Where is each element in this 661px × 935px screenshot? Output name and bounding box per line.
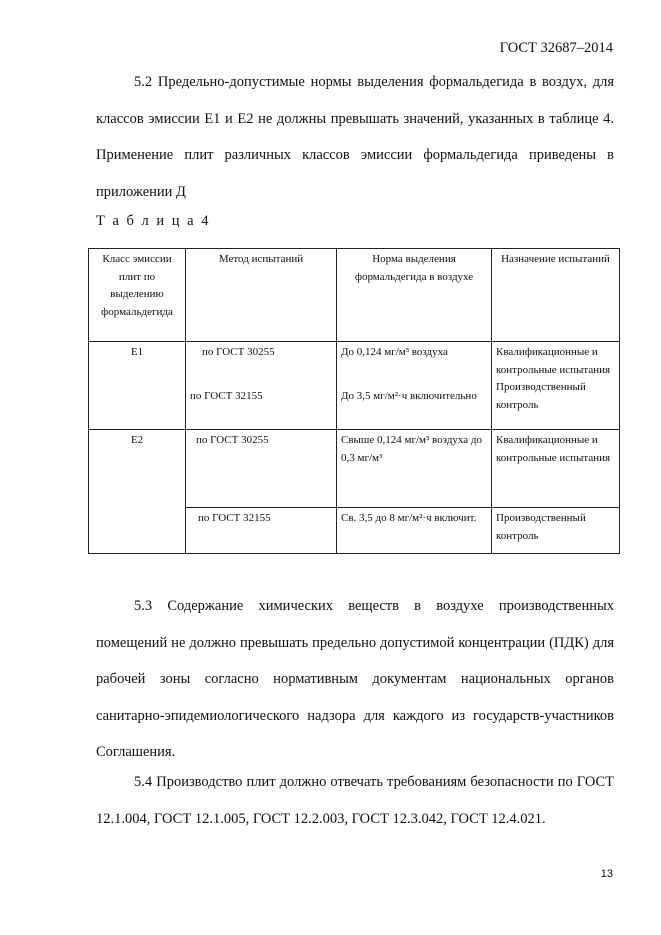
header-purpose: Назначение испытаний xyxy=(492,249,620,342)
purpose-text: Квалификационные и контрольные испытания xyxy=(496,346,611,376)
norm-cell xyxy=(337,342,492,430)
purpose-text: Квалификационные и контрольные испытания xyxy=(496,434,611,464)
norm-text: Свыше 0,124 мг/м³ воздуха до 0,3 мг/м³ xyxy=(341,434,483,464)
paragraph-5-2 xyxy=(96,64,614,210)
method-text: по ГОСТ 32155 xyxy=(190,389,263,402)
emission-norms-table xyxy=(88,248,620,554)
page-number: 13 xyxy=(600,868,613,880)
paragraph-number: 5.3 xyxy=(134,598,153,614)
paragraph-5-3 xyxy=(96,588,614,771)
norm-cell xyxy=(337,430,492,508)
purpose-text: Производственный контроль xyxy=(496,381,586,411)
purpose-cell xyxy=(492,430,620,508)
header-norm: Норма выделения формальдегида в воздухе xyxy=(337,249,492,342)
method-text: по ГОСТ 30255 xyxy=(202,346,275,358)
method-text: по ГОСТ 30255 xyxy=(196,434,269,446)
header-method: Метод испытаний xyxy=(186,249,337,342)
norm-text: Св. 3,5 до 8 мг/м²·ч включит. xyxy=(341,512,477,524)
paragraph-number: 5.2 xyxy=(134,74,153,90)
method-cell xyxy=(186,508,337,554)
norm-text: До 3,5 мг/м²·ч включительно xyxy=(341,389,477,402)
paragraph-text: Производство плит должно отвечать требованиям безопасности по ГОСТ 12.1.004, ГОСТ 12.1.005, ГОСТ 12.2.003, ГОСТ 12.3.042, ГОСТ 12.4.021. xyxy=(96,774,615,827)
document-code-header: ГОСТ 32687–2014 xyxy=(499,40,613,56)
paragraph-text: Содержание химических веществ в воздухе производственных помещений не должно превышать предельно допустимой концентрации (ПДК) для рабочей зоны согласно нормативным документам национальных органов санитарно-эпидемиологического надзора для каждого из государств-участников Соглашения. xyxy=(96,598,615,760)
norm-cell xyxy=(337,508,492,554)
method-cell xyxy=(186,430,337,508)
paragraph-5-4 xyxy=(96,764,614,837)
table-caption: Т а б л и ц а 4 xyxy=(96,213,211,229)
purpose-text: Производственный контроль xyxy=(496,512,586,542)
header-class: Класс эмиссии плит по выделению формальдегида xyxy=(89,249,186,342)
norm-text: До 0,124 мг/м³ воздуха xyxy=(341,346,448,358)
method-text: по ГОСТ 32155 xyxy=(198,512,271,524)
paragraph-text: Предельно-допустимые нормы выделения формальдегида в воздух, для классов эмиссии Е1 и Е2 не должны превышать значений, указанных в таблице 4. Применение плит различных классов эмиссии формальдегида приведены в приложении Д xyxy=(96,74,615,200)
table-row xyxy=(89,342,620,430)
table-header-row xyxy=(89,249,620,342)
method-cell xyxy=(186,342,337,430)
purpose-cell xyxy=(492,508,620,554)
class-cell: Е2 xyxy=(89,430,186,554)
purpose-cell xyxy=(492,342,620,430)
class-cell: Е1 xyxy=(89,342,186,430)
paragraph-number: 5.4 xyxy=(134,774,153,790)
table-row xyxy=(89,430,620,508)
